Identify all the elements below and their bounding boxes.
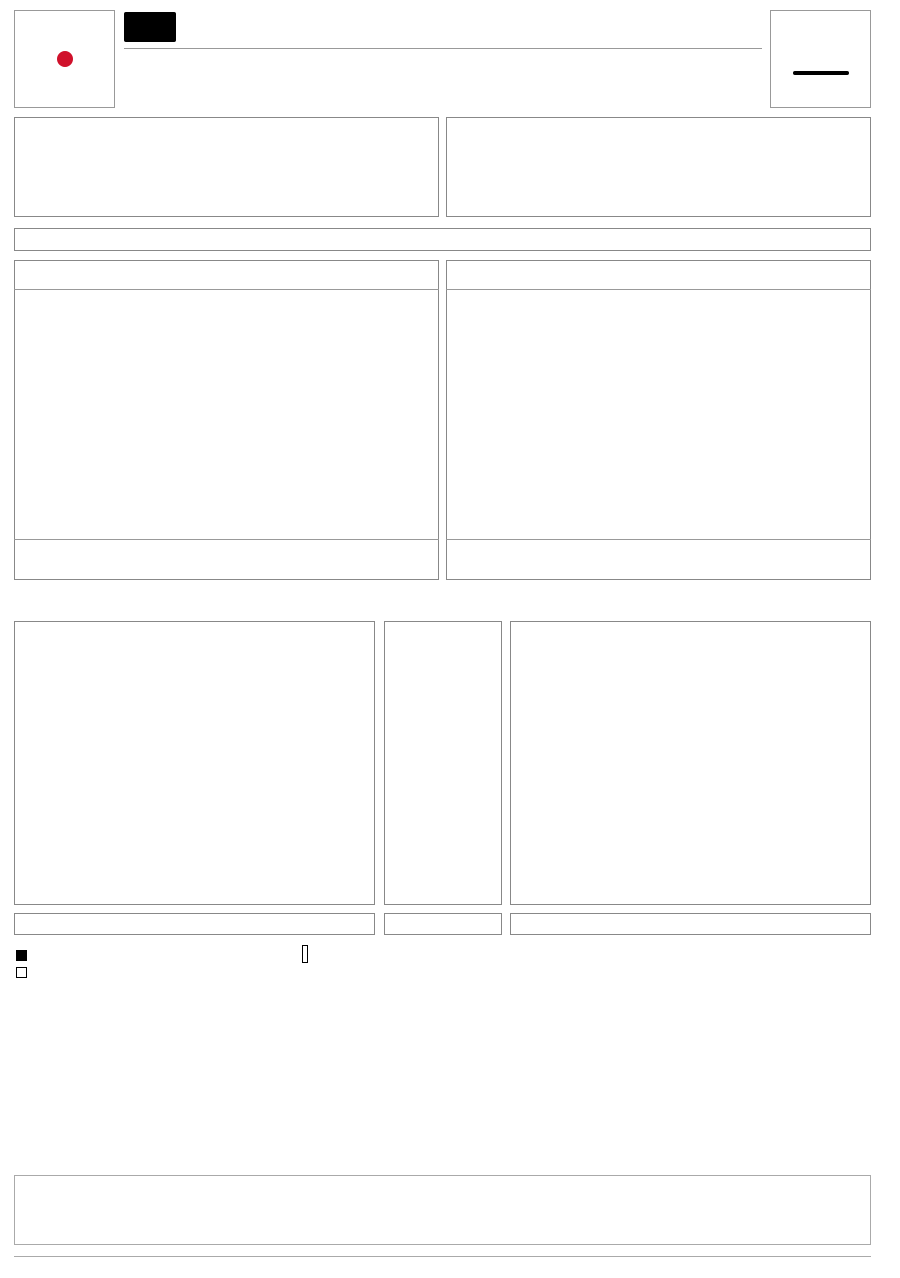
document-code: [124, 12, 176, 42]
score-table: [446, 117, 871, 217]
legend: [16, 946, 31, 980]
wgp-logo: [14, 10, 115, 108]
volleyball-icon: [57, 51, 73, 67]
match-info-box: [14, 117, 439, 217]
referees-box: [14, 228, 871, 251]
best-scorer-label-box: [384, 913, 502, 935]
legend-right: [302, 946, 308, 963]
performance-skills-table: [384, 621, 502, 905]
team-a-roster: [14, 260, 439, 580]
substitute-icon: [16, 967, 27, 978]
captain-box-icon: [302, 945, 308, 963]
team-b-roster: [446, 260, 871, 580]
fivb-swoosh-icon: [793, 71, 849, 75]
best-scorer-left: [14, 913, 375, 935]
starting-lineup-icon: [16, 950, 27, 961]
performance-left-table: [14, 621, 375, 905]
best-scorer-right: [510, 913, 871, 935]
fivb-logo: [770, 10, 871, 108]
sponsor-strip: [14, 1175, 871, 1245]
performance-right-table: [510, 621, 871, 905]
